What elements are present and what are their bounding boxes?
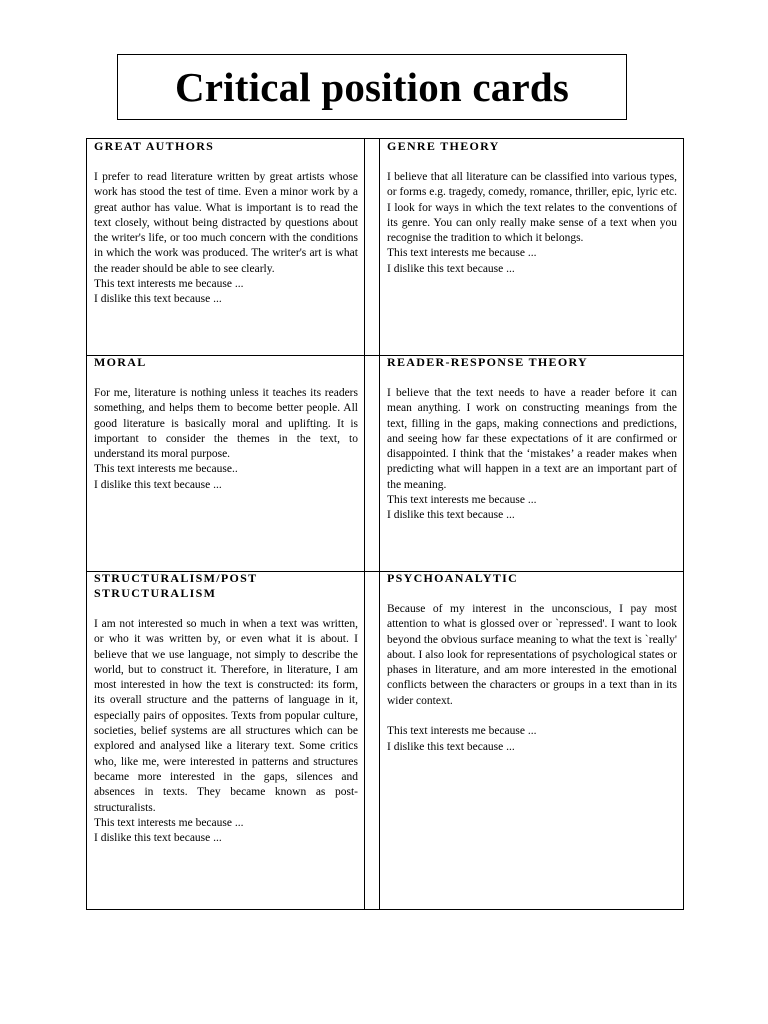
card-structuralism bbox=[94, 571, 358, 909]
card-interest-line: This text interests me because ... bbox=[387, 725, 537, 738]
card-dislike-line: I dislike this text because ... bbox=[387, 740, 515, 753]
card-interest-line: This text interests me because ... bbox=[94, 278, 244, 291]
cards-grid bbox=[86, 138, 684, 910]
card-moral bbox=[94, 355, 358, 571]
card-interest-line: This text interests me because ... bbox=[387, 494, 537, 507]
card-body: I believe that the text needs to have a reader before it can mean anything. I work on constructing meanings from the text, filling in the gaps, making connections and predictions, and seeing how far these expectations of it are confirmed or disappointed. I think that the ‘mistakes’ a reader makes when predicting what will happen in a text are an important part of the meaning. bbox=[387, 387, 677, 491]
card-heading: PSYCHOANALYTIC bbox=[387, 571, 519, 585]
card-dislike-line: I dislike this text because ... bbox=[94, 478, 222, 491]
card-body: I believe that all literature can be classified into various types, or forms e.g. tragedy, comedy, romance, thriller, epic, lyric etc. I look for ways in which the text relates to the conventions of its genre. You can only really make sense of a text when you recognise the tradition to which it belongs. bbox=[387, 171, 677, 245]
card-psychoanalytic bbox=[387, 571, 677, 909]
card-dislike-line: I dislike this text because ... bbox=[387, 509, 515, 522]
card-interest-line: This text interests me because ... bbox=[94, 816, 244, 829]
page-title: Critical position cards bbox=[174, 63, 570, 110]
card-spacer bbox=[387, 709, 677, 724]
card-body: For me, literature is nothing unless it teaches its readers something, and helps them to become better people. All good literature is basically moral and uplifting. It is important to consider the themes in the text, to understand its moral purpose. bbox=[94, 387, 358, 461]
title-box bbox=[117, 54, 627, 120]
column-divider-left bbox=[364, 139, 365, 909]
card-great-authors bbox=[94, 139, 358, 355]
card-body: I am not interested so much in when a text was written, or who it was written by, or even what it is about. I believe that we use language, not simply to describe the world, but to construct it. Therefore, in literature, I am most interested in how the text is constructed: its form, its overall structure and the patterns of language in it, especially pairs of opposites. Texts from popular culture, societies, belief systems are all structures which can be explored and analysed like a literary text. Some critics who, like me, were interested in patterns and structures became more interested in the gaps, silences and absences in texts. They became known as post-structuralists. bbox=[94, 618, 358, 814]
card-dislike-line: I dislike this text because ... bbox=[94, 832, 222, 845]
card-interest-line: This text interests me because.. bbox=[94, 463, 238, 476]
column-divider-right bbox=[379, 139, 380, 909]
card-heading: GENRE THEORY bbox=[387, 139, 500, 153]
card-reader-response-theory bbox=[387, 355, 677, 571]
card-dislike-line: I dislike this text because ... bbox=[387, 262, 515, 275]
card-dislike-line: I dislike this text because ... bbox=[94, 293, 222, 306]
card-heading: GREAT AUTHORS bbox=[94, 139, 215, 153]
card-body: Because of my interest in the unconscious, I pay most attention to what is glossed over or `repressed'. I want to look beyond the obvious surface meaning to what the text is `really' about. I also look for representations of psychological states or phases in literature, and am more interested in the emotional conflicts between the characters or groups in a text than in its wider context. bbox=[387, 603, 677, 707]
card-heading: READER-RESPONSE THEORY bbox=[387, 355, 588, 369]
card-interest-line: This text interests me because ... bbox=[387, 247, 537, 260]
card-genre-theory bbox=[387, 139, 677, 355]
card-body: I prefer to read literature written by great artists whose work has stood the test of time. Even a minor work by a great author has value. What is important is to read the text closely, without being distracted by questions about the writer's life, or too much concern with the conditions in which the work was produced. The writer's art is what the reader should be able to see clearly. bbox=[94, 171, 358, 275]
card-heading: STRUCTURALISM/POST STRUCTURALISM bbox=[94, 571, 258, 600]
card-heading: MORAL bbox=[94, 355, 147, 369]
